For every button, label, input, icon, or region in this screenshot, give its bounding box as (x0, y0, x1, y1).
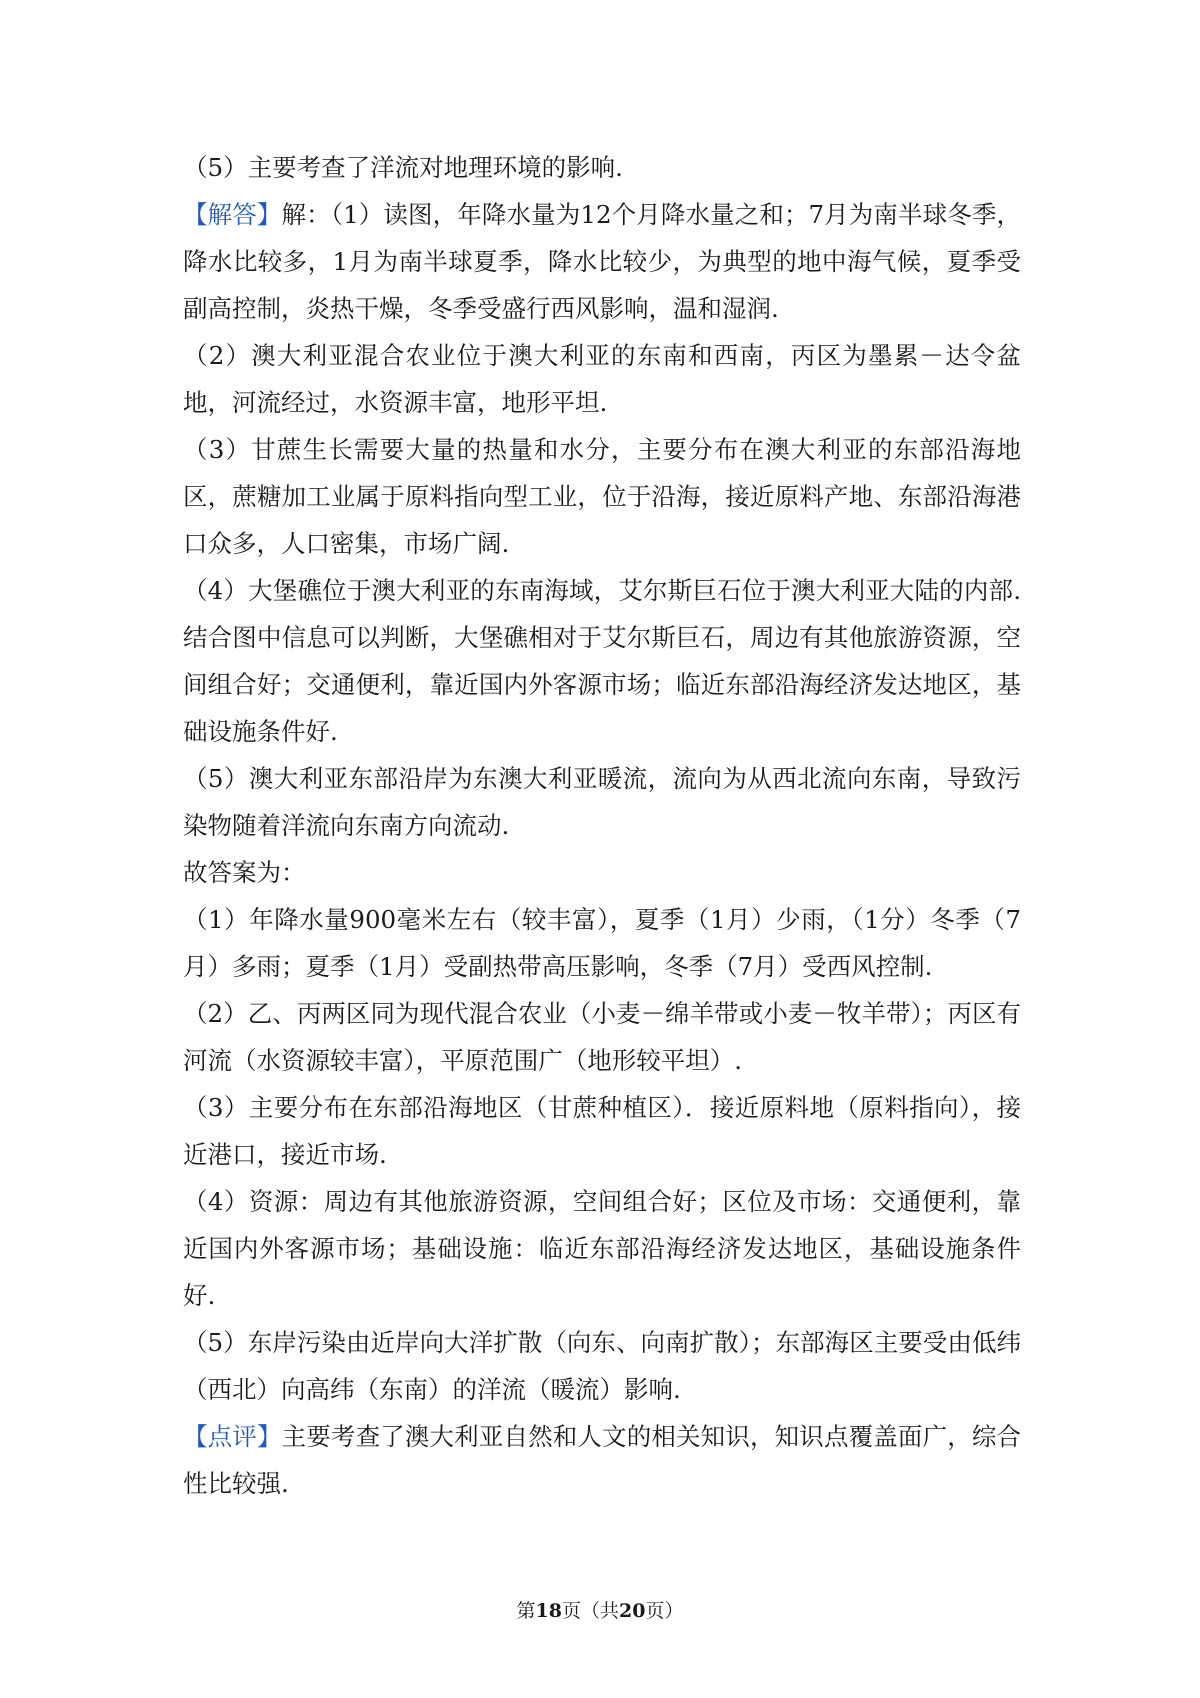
comment-paragraph (183, 1413, 1021, 1507)
final-answer-3: （3）主要分布在东部沿海地区（甘蔗种植区）．接近原料地（原料指向），接近港口，接近市场. (183, 1093, 1021, 1169)
intro-point-5: （5）主要考查了洋流对地理环境的影响. (183, 153, 623, 182)
footer-suffix: 页） (645, 1600, 684, 1622)
final-answer-4: （4）资源：周边有其他旅游资源，空间组合好；区位及市场：交通便利，靠近国内外客源市场；基础设施：临近东部沿海经济发达地区，基础设施条件好. (183, 1187, 1021, 1310)
page-footer (0, 1598, 1200, 1624)
answer-paragraph-2: （2）澳大利亚混合农业位于澳大利亚的东南和西南，丙区为墨累－达令盆地，河流经过，水资源丰富，地形平坦. (183, 341, 1021, 417)
answer-paragraph-4: （4）大堡礁位于澳大利亚的东南海域，艾尔斯巨石位于澳大利亚大陆的内部.结合图中信息可以判断，大堡礁相对于艾尔斯巨石，周边有其他旅游资源，空间组合好；交通便利，靠近国内外客源市场；临近东部沿海经济发达地区，基础设施条件好. (183, 576, 1021, 746)
answer-tag: 【解答】 (183, 200, 282, 229)
footer-mid: 页（共 (561, 1600, 619, 1622)
answer-lead-text: 解：（1）读图，年降水量为12个月降水量之和；7月为南半球冬季，降水比较多，1月为南半球夏季，降水比较少，为典型的地中海气候，夏季受副高控制，炎热干燥，冬季受盛行西风影响，温和湿润. (183, 200, 1022, 323)
footer-page-number: 18 (535, 1600, 562, 1622)
final-answer-5: （5）东岸污染由近岸向大洋扩散（向东、向南扩散）；东部海区主要受由低纬（西北）向高纬（东南）的洋流（暖流）影响. (183, 1328, 1021, 1404)
answer-paragraph-1 (183, 191, 1021, 332)
comment-tag: 【点评】 (183, 1422, 282, 1451)
answer-paragraph-3: （3）甘蔗生长需要大量的热量和水分，主要分布在澳大利亚的东部沿海地区，蔗糖加工业属于原料指向型工业，位于沿海，接近原料产地、东部沿海港口众多，人口密集，市场广阔. (183, 435, 1021, 558)
answer-intro: 故答案为： (183, 858, 306, 887)
footer-total-pages: 20 (619, 1600, 646, 1622)
final-answer-1: （1）年降水量900毫米左右（较丰富），夏季（1月）少雨，（1分）冬季（7月）多雨；夏季（1月）受副热带高压影响，冬季（7月）受西风控制. (183, 905, 1021, 981)
comment-text: 主要考查了澳大利亚自然和人文的相关知识，知识点覆盖面广，综合性比较强. (183, 1422, 1022, 1498)
page-body (183, 144, 1021, 1507)
answer-paragraph-5: （5）澳大利亚东部沿岸为东澳大利亚暖流，流向为从西北流向东南，导致污染物随着洋流向东南方向流动. (183, 764, 1021, 840)
footer-prefix: 第 (516, 1600, 536, 1622)
final-answer-2: （2）乙、丙两区同为现代混合农业（小麦－绵羊带或小麦－牧羊带）；丙区有河流（水资源较丰富），平原范围广（地形较平坦）. (183, 999, 1021, 1075)
